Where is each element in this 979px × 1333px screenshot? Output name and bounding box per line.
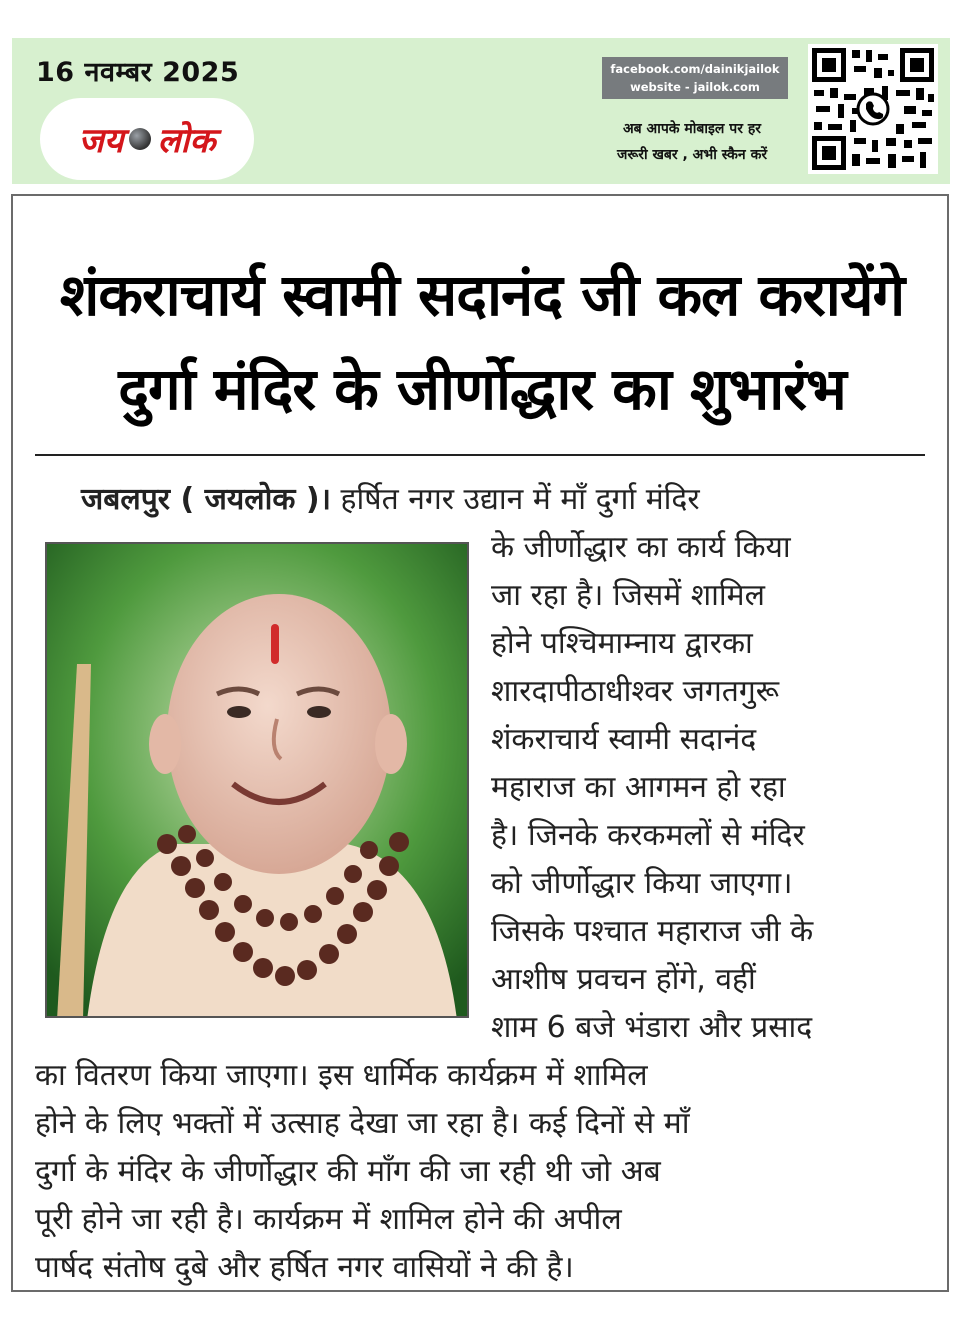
lead-text: हर्षित नगर उद्यान में माँ दुर्गा मंदिर	[340, 482, 700, 517]
headline-line2: दुर्गा मंदिर के जीर्णोद्धार का शुभारंभ	[118, 355, 846, 423]
portrait-image	[47, 544, 469, 1018]
masthead	[12, 38, 950, 184]
headline-divider	[35, 454, 925, 456]
article-lead-line	[81, 476, 931, 524]
facebook-link[interactable]: facebook.com/dainikjailok	[610, 62, 780, 76]
side-line: जा रहा है। जिसमें शामिल	[491, 578, 765, 613]
logo-text-lok: लोक	[157, 121, 216, 161]
logo-text-jay: जय	[78, 121, 124, 161]
side-line: है। जिनके करकमलों से मंदिर	[491, 818, 805, 853]
article-frame	[11, 194, 949, 1292]
side-line: शारदापीठाधीश्वर जगतगुरू	[491, 674, 780, 709]
side-line: जिसके पश्चात महाराज जी के	[491, 914, 814, 949]
article-full-width-text	[35, 1052, 935, 1292]
side-line: शंकराचार्य स्वामी सदानंद	[491, 722, 757, 757]
qr-code[interactable]	[808, 44, 938, 174]
side-line: के जीर्णोद्धार का कार्य किया	[491, 530, 791, 565]
full-line: दुर्गा के मंदिर के जीर्णोद्धार की माँग की जा रही थी जो अब	[35, 1154, 661, 1189]
dateline: जबलपुर ( जयलोक )।	[81, 482, 331, 517]
scan-prompt-line2: जरूरी खबर , अभी स्कैन करें	[616, 147, 768, 163]
side-line: महाराज का आगमन हो रहा	[491, 770, 786, 805]
scan-prompt	[592, 116, 792, 168]
website-link[interactable]: website - jailok.com	[630, 80, 760, 94]
side-line: आशीष प्रवचन होंगे, वहीं	[491, 962, 756, 997]
headline-line1: शंकराचार्य स्वामी सदानंद जी कल करायेंगे	[59, 261, 905, 329]
globe-icon	[129, 128, 151, 150]
side-line: शाम 6 बजे भंडारा और प्रसाद	[491, 1010, 813, 1045]
article-headline	[33, 248, 931, 436]
full-line: पार्षद संतोष दुबे और हर्षित नगर वासियों ने की है।	[35, 1250, 574, 1285]
full-line: होने के लिए भक्तों में उत्साह देखा जा रहा है। कई दिनों से माँ	[35, 1106, 690, 1141]
side-line: को जीर्णोद्धार किया जाएगा।	[491, 866, 793, 901]
full-line: पूरी होने जा रही है। कार्यक्रम में शामिल होने की अपील	[35, 1202, 622, 1237]
side-line: होने पश्चिमाम्नाय द्वारका	[491, 626, 753, 661]
scan-prompt-line1: अब आपके मोबाइल पर हर	[622, 121, 762, 137]
social-links-box	[602, 57, 788, 99]
issue-date: 16 नवम्बर 2025	[36, 57, 240, 88]
qr-code-icon	[808, 44, 938, 174]
full-line: का वितरण किया जाएगा। इस धार्मिक कार्यक्रम में शामिल	[35, 1058, 648, 1093]
jailok-logo[interactable]	[40, 98, 254, 180]
article-photo	[45, 542, 469, 1018]
article-side-column	[491, 524, 931, 1052]
